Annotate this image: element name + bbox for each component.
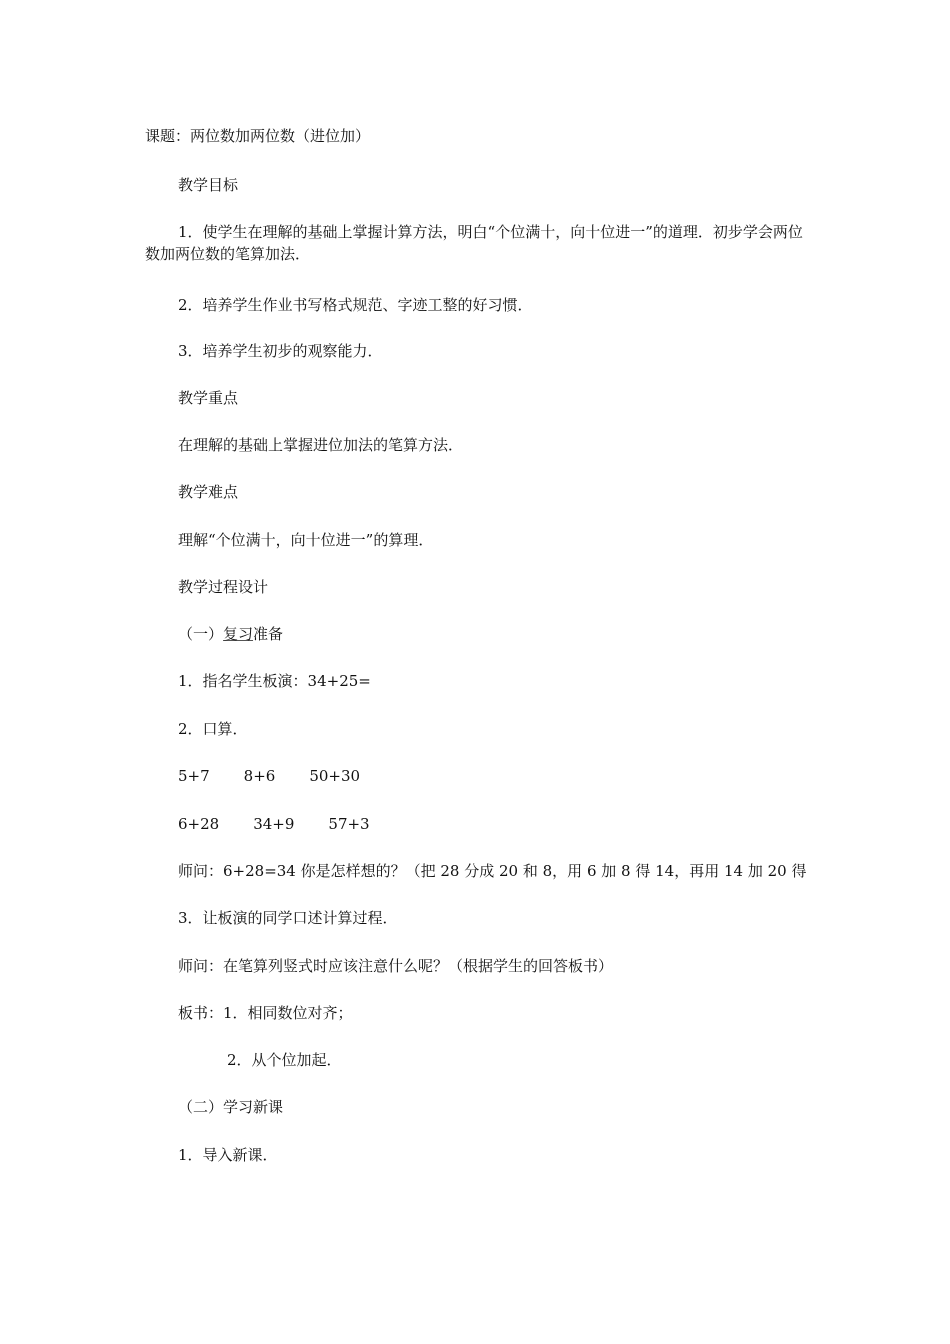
teacher-question-1: 师问：6+28=34 你是怎样想的？（把 28 分成 20 和 8，用 6 加 8 得 14，再用 14 加 20 得 <box>178 862 807 880</box>
step-2: 2．口算． <box>178 720 248 738</box>
key-text: 在理解的基础上掌握进位加法的笔算方法． <box>178 436 464 454</box>
key-heading: 教学重点 <box>178 389 239 407</box>
review-link[interactable]: 复习 <box>223 625 254 643</box>
calc-item: 50+30 <box>309 767 361 785</box>
section-1-prefix: （一） <box>178 625 224 643</box>
calc-item: 8+6 <box>243 767 276 785</box>
goal-3: 3．培养学生初步的观察能力． <box>178 342 383 360</box>
calc-item: 34+9 <box>253 815 295 833</box>
calc-row-1 <box>178 766 360 786</box>
goal-1: 1．使学生在理解的基础上掌握计算方法，明白“个位满十，向十位进一”的道理．初步学会两位数加两位数的笔算加法． <box>145 223 803 263</box>
calc-item: 57+3 <box>328 815 370 833</box>
teacher-question-2: 师问：在笔算列竖式时应该注意什么呢？（根据学生的回答板书） <box>178 957 614 975</box>
new-lesson-step-1: 1．导入新课． <box>178 1146 278 1164</box>
step-1: 1．指名学生板演：34+25= <box>178 672 371 690</box>
difficulty-heading: 教学难点 <box>178 483 239 501</box>
process-heading: 教学过程设计 <box>178 578 269 596</box>
calc-item: 6+28 <box>178 815 220 833</box>
section-1-suffix: 准备 <box>253 625 284 643</box>
difficulty-text: 理解“个位满十，向十位进一”的算理． <box>178 531 434 549</box>
goals-heading: 教学目标 <box>178 176 239 194</box>
lesson-title: 课题：两位数加两位数（进位加） <box>145 127 371 145</box>
section-1-heading <box>178 624 283 644</box>
goal-2: 2．培养学生作业书写格式规范、字迹工整的好习惯． <box>178 296 533 314</box>
calc-item: 5+7 <box>178 767 210 785</box>
board-note-2: 2．从个位加起． <box>227 1051 342 1069</box>
step-3: 3．让板演的同学口述计算过程． <box>178 909 398 927</box>
section-2-heading: （二）学习新课 <box>178 1098 284 1116</box>
board-note-1: 板书：1．相同数位对齐； <box>178 1004 353 1022</box>
calc-row-2 <box>178 814 370 834</box>
